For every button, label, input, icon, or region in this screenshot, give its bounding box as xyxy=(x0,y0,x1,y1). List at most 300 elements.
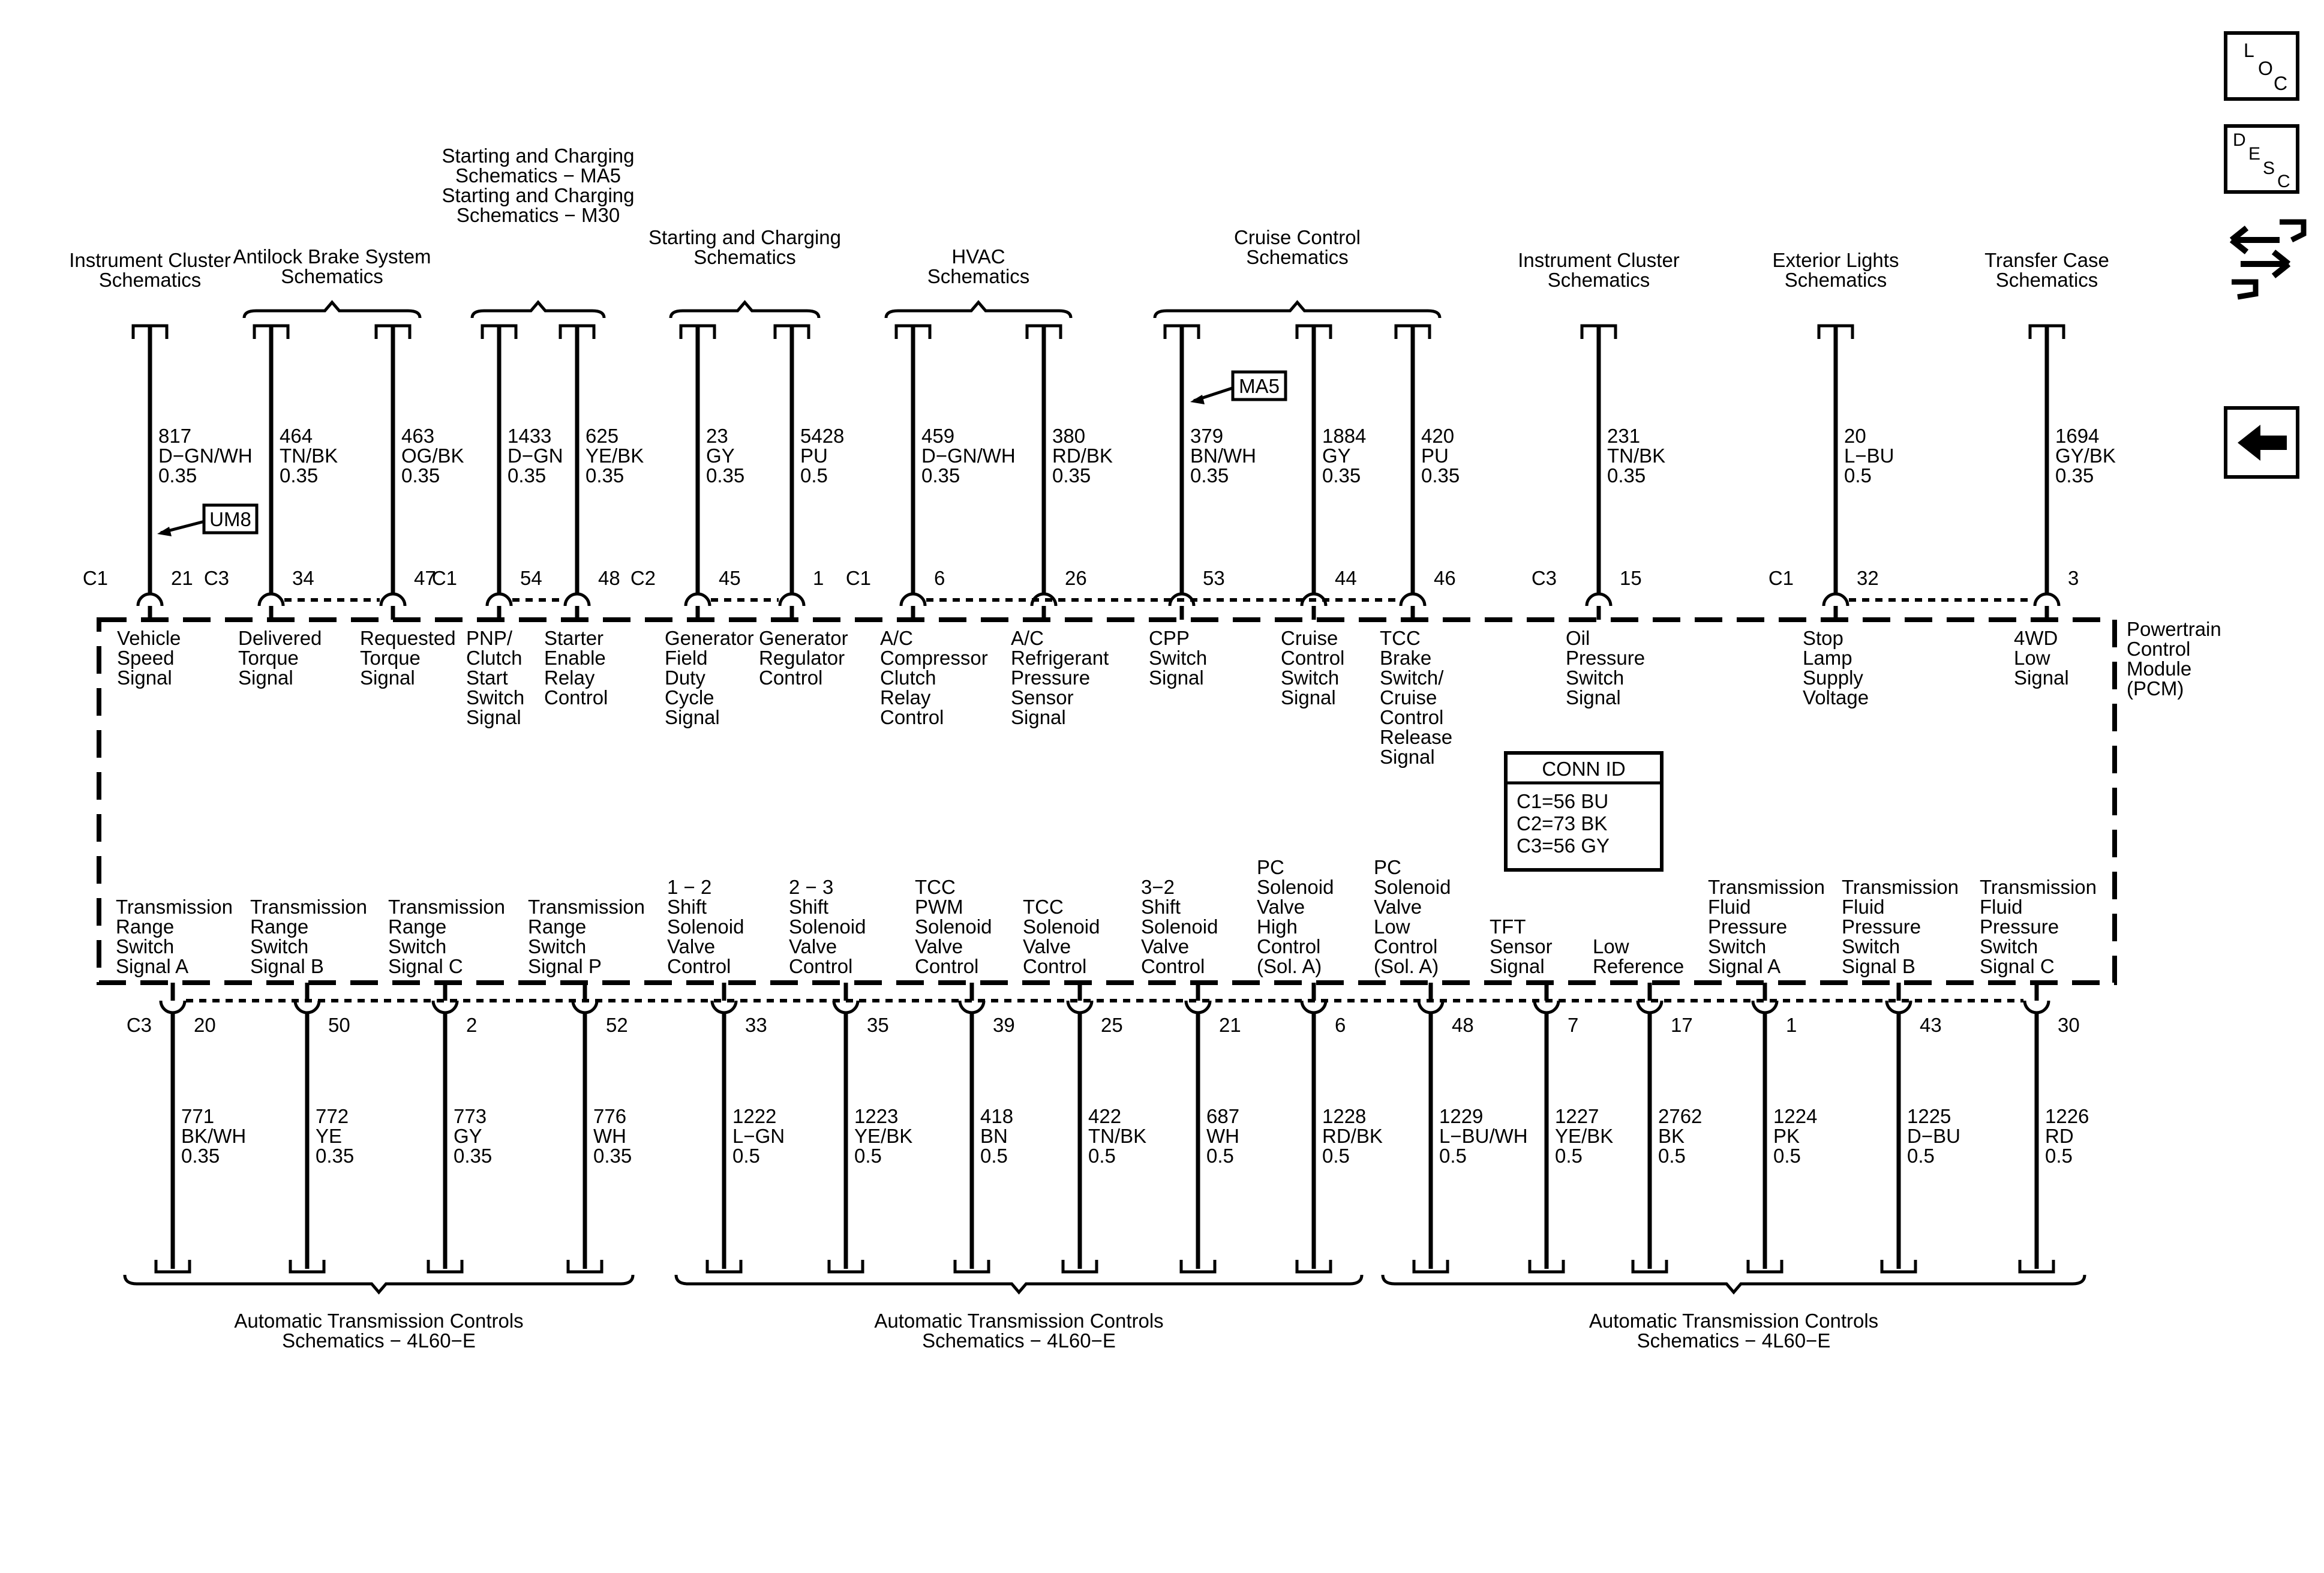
bottom-wire-connector: C3 xyxy=(126,1014,152,1036)
top-wire xyxy=(544,326,644,709)
top-group-title: Schematics xyxy=(281,265,383,287)
bottom-wire-label: 772 xyxy=(316,1105,349,1127)
top-wire-signal: A/C xyxy=(1011,627,1044,649)
bottom-group xyxy=(676,1275,1362,1352)
bottom-wire-label: RD/BK xyxy=(1322,1125,1383,1147)
bottom-wire xyxy=(116,896,246,1272)
bottom-wire-signal: Fluid xyxy=(1842,896,1885,918)
top-wire-label: 0.35 xyxy=(401,464,440,487)
bottom-wire-label: L−GN xyxy=(732,1125,785,1147)
top-wire-signal: Cruise xyxy=(1281,627,1338,649)
bottom-wire-label: WH xyxy=(1206,1125,1239,1147)
bottom-wire-signal: Range xyxy=(528,915,587,938)
bottom-wire-label: PK xyxy=(1773,1125,1800,1147)
connector-tool-icon[interactable] xyxy=(2232,222,2304,297)
bottom-wire-signal: Control xyxy=(915,955,979,977)
bottom-wire-pin: 35 xyxy=(867,1014,889,1036)
conn-id-row-3: C3=56 GY xyxy=(1517,834,1610,857)
bottom-wire-label: 0.5 xyxy=(1658,1145,1686,1167)
bottom-wire-signal: Solenoid xyxy=(667,915,744,938)
bottom-wire-signal: TCC xyxy=(1023,896,1064,918)
top-wire-label: TN/BK xyxy=(280,445,338,467)
bottom-wire-label: 1223 xyxy=(854,1105,899,1127)
bottom-wire xyxy=(1257,856,1383,1272)
bottom-wire xyxy=(250,896,367,1272)
top-wire-signal: Generator xyxy=(759,627,848,649)
bottom-wire-signal: Switch xyxy=(116,935,175,957)
bottom-wire-signal: Valve xyxy=(1374,896,1422,918)
bottom-wire-signal: Control xyxy=(1023,955,1087,977)
top-wire-signal: Sensor xyxy=(1011,686,1074,709)
bottom-wire-signal: Signal P xyxy=(528,955,602,977)
bottom-wire xyxy=(388,896,505,1272)
bottom-wire-signal: Pressure xyxy=(1980,915,2059,938)
top-wire-pin: 26 xyxy=(1065,567,1087,589)
top-wire-label: GY xyxy=(706,445,735,467)
top-wire-signal: Switch/ xyxy=(1380,667,1444,689)
bottom-wire-label: 0.5 xyxy=(2045,1145,2073,1167)
top-wire-signal: 4WD xyxy=(2014,627,2058,649)
top-wire-connector: C1 xyxy=(431,567,457,589)
bottom-wire-signal: Switch xyxy=(250,935,309,957)
bottom-wire-signal: Range xyxy=(388,915,447,938)
bottom-wire-signal: (Sol. A) xyxy=(1257,955,1322,977)
top-wire-connector: C1 xyxy=(845,567,871,589)
top-wire-connector: C3 xyxy=(203,567,229,589)
bottom-wire xyxy=(1980,876,2097,1272)
top-wire-pin: 34 xyxy=(292,567,314,589)
bottom-wire-signal: Switch xyxy=(1842,935,1900,957)
bottom-wire-pin: 39 xyxy=(993,1014,1015,1036)
top-group-title: Exterior Lights xyxy=(1772,249,1899,271)
top-group-title: Cruise Control xyxy=(1234,226,1361,248)
bottom-wire-signal: High xyxy=(1257,915,1298,938)
bottom-wire-signal: Transmission xyxy=(528,896,645,918)
bottom-wire-label: 422 xyxy=(1088,1105,1122,1127)
bottom-wire-signal: PWM xyxy=(915,896,963,918)
bottom-wire-signal: Shift xyxy=(667,896,707,918)
bottom-wire-signal: Low xyxy=(1374,915,1410,938)
top-group-title: Starting and Charging xyxy=(442,184,635,206)
bottom-wire-label: 1225 xyxy=(1907,1105,1951,1127)
top-wire-label: 380 xyxy=(1052,425,1086,447)
top-wire xyxy=(1281,326,1366,709)
top-wire-signal: Vehicle xyxy=(117,627,181,649)
bottom-wire-label: 0.5 xyxy=(854,1145,882,1167)
bottom-wire-label: 1222 xyxy=(732,1105,777,1127)
top-wire-label: 0.35 xyxy=(280,464,319,487)
bottom-wire-pin: 52 xyxy=(606,1014,628,1036)
top-group-title: Schematics xyxy=(1547,269,1650,291)
bottom-wire-signal: Solenoid xyxy=(1257,876,1334,898)
bottom-wire-signal: Signal A xyxy=(1708,955,1781,977)
bottom-wire-signal: Signal B xyxy=(1842,955,1915,977)
bottom-wire-signal: Switch xyxy=(388,935,447,957)
bottom-wire xyxy=(667,876,785,1272)
desc-button[interactable] xyxy=(2226,126,2298,192)
top-wire-signal: Supply xyxy=(1803,667,1863,689)
top-wire-signal: Clutch xyxy=(466,647,523,669)
ma5-label: MA5 xyxy=(1239,375,1280,397)
top-wire-signal: Relay xyxy=(880,686,931,709)
top-wire xyxy=(360,326,464,689)
top-wire-pin: 32 xyxy=(1857,567,1879,589)
bottom-wire-label: YE/BK xyxy=(1555,1125,1614,1147)
bottom-wire-signal: Transmission xyxy=(250,896,367,918)
top-wire-label: 0.35 xyxy=(1607,464,1646,487)
bottom-wire-pin: 1 xyxy=(1786,1014,1797,1036)
bottom-wire-signal: Shift xyxy=(789,896,829,918)
top-wire-pin: 47 xyxy=(414,567,436,589)
bottom-wire-signal: Switch xyxy=(1708,935,1767,957)
top-group-title: Instrument Cluster xyxy=(69,249,231,271)
top-group-title: Transfer Case xyxy=(1984,249,2109,271)
top-wire-signal: Switch xyxy=(1149,647,1208,669)
top-wire-label: 20 xyxy=(1844,425,1866,447)
top-wire-label: 0.35 xyxy=(158,464,197,487)
bottom-wire-signal: 3−2 xyxy=(1141,876,1175,898)
bottom-wire-signal: Solenoid xyxy=(789,915,866,938)
top-wire-signal: Signal xyxy=(1281,686,1336,709)
bottom-wire-signal: Signal B xyxy=(250,955,324,977)
top-wire-signal: Duty xyxy=(665,667,705,689)
svg-text:L: L xyxy=(2244,40,2254,61)
bottom-wire-label: BK/WH xyxy=(181,1125,247,1147)
bottom-wire-label: 0.35 xyxy=(593,1145,632,1167)
bottom-wire-label: 1228 xyxy=(1322,1105,1367,1127)
top-wire-pin: 48 xyxy=(598,567,620,589)
bottom-wire-pin: 25 xyxy=(1101,1014,1123,1036)
bottom-wire-label: 1227 xyxy=(1555,1105,1599,1127)
top-wire-label: RD/BK xyxy=(1052,445,1113,467)
top-wire xyxy=(846,326,1016,728)
top-group-title: Starting and Charging xyxy=(442,145,635,167)
top-wire-signal: Torque xyxy=(360,647,421,669)
bottom-wire-label: BK xyxy=(1658,1125,1685,1147)
top-wire-signal: Low xyxy=(2014,647,2050,669)
conn-id-row-2: C2=73 BK xyxy=(1517,812,1608,834)
bottom-wire-signal: Control xyxy=(1257,935,1321,957)
top-wire-signal: Signal xyxy=(1566,686,1621,709)
bottom-wire-pin: 50 xyxy=(328,1014,350,1036)
top-wire-label: 5428 xyxy=(800,425,845,447)
top-group xyxy=(1518,249,1680,291)
top-group-title: Schematics xyxy=(1995,269,2098,291)
top-wire-signal: Brake xyxy=(1380,647,1432,669)
top-group-title: Instrument Cluster xyxy=(1518,249,1680,271)
bottom-wire-signal: Transmission xyxy=(1708,876,1825,898)
bottom-wire xyxy=(1708,876,1825,1272)
top-wire-signal: Speed xyxy=(117,647,175,669)
bottom-group-title: Automatic Transmission Controls xyxy=(874,1310,1164,1332)
top-group-title: Antilock Brake System xyxy=(233,245,431,268)
bottom-wire-label: 0.5 xyxy=(1773,1145,1801,1167)
bottom-wire-label: 773 xyxy=(454,1105,487,1127)
bottom-wire-label: WH xyxy=(593,1125,626,1147)
top-wire-signal: Lamp xyxy=(1803,647,1852,669)
top-wire-signal: Torque xyxy=(238,647,299,669)
bottom-wire-signal: PC xyxy=(1374,856,1401,878)
bottom-wire xyxy=(789,876,912,1272)
bottom-wire-label: 0.5 xyxy=(1439,1145,1467,1167)
top-wire-signal: Signal xyxy=(117,667,172,689)
bottom-wire-signal: Low xyxy=(1593,935,1629,957)
bottom-wire-label: TN/BK xyxy=(1088,1125,1147,1147)
bottom-group-title: Automatic Transmission Controls xyxy=(234,1310,524,1332)
conn-id-row-1: C1=56 BU xyxy=(1517,790,1609,812)
top-wire-signal: Pressure xyxy=(1566,647,1646,669)
bottom-wire-signal: Signal C xyxy=(388,955,463,977)
bottom-wire-signal: Switch xyxy=(1980,935,2038,957)
top-wire-connector: C1 xyxy=(1768,567,1794,589)
top-wire xyxy=(1011,326,1113,728)
top-group-title: Schematics − M30 xyxy=(456,204,620,226)
bottom-wire-signal: Solenoid xyxy=(915,915,992,938)
top-wire-pin: 1 xyxy=(813,567,824,589)
top-wire-connector: C1 xyxy=(82,567,108,589)
top-wire-signal: Cruise xyxy=(1380,686,1437,709)
bottom-group xyxy=(1383,1275,2085,1352)
bottom-wire-label: L−BU/WH xyxy=(1439,1125,1528,1147)
bottom-wire-signal: Signal C xyxy=(1980,955,2055,977)
top-wire-signal: Start xyxy=(466,667,508,689)
top-wire-connector: C2 xyxy=(630,567,656,589)
top-wire-label: 817 xyxy=(158,425,192,447)
top-wire-label: 0.35 xyxy=(508,464,547,487)
bottom-group xyxy=(125,1275,633,1352)
bottom-wire-label: YE xyxy=(316,1125,343,1147)
top-wire-connector: C3 xyxy=(1531,567,1557,589)
bottom-wire-signal: Control xyxy=(667,955,731,977)
top-wire-signal: Starter xyxy=(544,627,604,649)
ma5-callout xyxy=(1190,372,1286,404)
top-wire-signal: Control xyxy=(880,706,944,728)
top-wire-pin: 45 xyxy=(719,567,741,589)
top-wire-signal: Field xyxy=(665,647,708,669)
top-wire-label: GY/BK xyxy=(2055,445,2116,467)
top-wire-label: 231 xyxy=(1607,425,1641,447)
top-wire-label: YE/BK xyxy=(585,445,644,467)
bottom-wire-label: 771 xyxy=(181,1105,215,1127)
top-group xyxy=(1155,226,1440,318)
bottom-wire-signal: Control xyxy=(789,955,853,977)
bottom-wire xyxy=(528,896,645,1272)
bottom-wire-signal: Valve xyxy=(1257,896,1305,918)
top-wire-pin: 54 xyxy=(520,567,542,589)
top-wire-signal: Control xyxy=(1380,706,1444,728)
top-wire-label: OG/BK xyxy=(401,445,464,467)
bottom-wire-signal: Sensor xyxy=(1490,935,1553,957)
bottom-wire-label: 1226 xyxy=(2045,1105,2089,1127)
top-wire-signal: Stop xyxy=(1803,627,1843,649)
top-wire-label: 379 xyxy=(1190,425,1224,447)
bottom-wire-label: 0.35 xyxy=(454,1145,493,1167)
top-wire-signal: Control xyxy=(544,686,608,709)
top-wire xyxy=(2014,326,2116,689)
bottom-wire-signal: Shift xyxy=(1141,896,1181,918)
top-wire-pin: 15 xyxy=(1620,567,1642,589)
top-wire-signal: Switch xyxy=(466,686,525,709)
top-wire-signal: Regulator xyxy=(759,647,845,669)
bottom-wire-signal: Range xyxy=(116,915,175,938)
bottom-wire-signal: Valve xyxy=(915,935,963,957)
bottom-wire-signal: Signal xyxy=(1490,955,1545,977)
bottom-wire-pin: 17 xyxy=(1671,1014,1693,1036)
top-wire-signal: Signal xyxy=(1011,706,1066,728)
bottom-wire-pin: 2 xyxy=(466,1014,478,1036)
loc-button[interactable] xyxy=(2226,33,2298,99)
top-wire-signal: Signal xyxy=(238,667,293,689)
bottom-wire-signal: 2 − 3 xyxy=(789,876,834,898)
top-wire-signal: A/C xyxy=(880,627,914,649)
back-arrow-button[interactable] xyxy=(2226,408,2298,477)
bottom-wire-signal: Pressure xyxy=(1708,915,1788,938)
top-wire-label: BN/WH xyxy=(1190,445,1256,467)
svg-text:C: C xyxy=(2277,172,2290,191)
top-wire-signal: Signal xyxy=(665,706,720,728)
svg-text:C: C xyxy=(2274,73,2288,94)
bottom-wire-signal: Transmission xyxy=(388,896,505,918)
top-wire-signal: Switch xyxy=(1281,667,1340,689)
top-wire-label: PU xyxy=(800,445,828,467)
bottom-wire-pin: 6 xyxy=(1335,1014,1346,1036)
top-wire-label: 0.35 xyxy=(1052,464,1091,487)
top-wire-label: 625 xyxy=(585,425,619,447)
top-wire-signal: Generator xyxy=(665,627,754,649)
bottom-wire-pin: 20 xyxy=(194,1014,216,1036)
bottom-wire-signal: Fluid xyxy=(1980,896,2023,918)
bottom-wire-signal: Pressure xyxy=(1842,915,1921,938)
bottom-wire-label: 0.5 xyxy=(1322,1145,1350,1167)
top-wire xyxy=(432,326,563,728)
top-wire-signal: Cycle xyxy=(665,686,714,709)
bottom-wire-signal: Fluid xyxy=(1708,896,1751,918)
bottom-wire-label: 0.35 xyxy=(316,1145,355,1167)
bottom-wire-pin: 33 xyxy=(745,1014,767,1036)
bottom-wire-label: 0.5 xyxy=(980,1145,1008,1167)
bottom-wire xyxy=(1842,876,1960,1272)
top-wire xyxy=(630,326,754,728)
bottom-wire-signal: Transmission xyxy=(116,896,233,918)
bottom-wire-signal: Reference xyxy=(1593,955,1685,977)
bottom-wire-signal: 1 − 2 xyxy=(667,876,712,898)
top-wire-label: L−BU xyxy=(1844,445,1894,467)
top-wire-signal: TCC xyxy=(1380,627,1421,649)
top-group xyxy=(233,245,431,318)
top-group xyxy=(1773,249,1899,291)
bottom-group-title: Automatic Transmission Controls xyxy=(1589,1310,1879,1332)
top-wire-label: 1884 xyxy=(1322,425,1367,447)
bottom-wire-signal: Solenoid xyxy=(1023,915,1100,938)
top-wire-label: 0.35 xyxy=(2055,464,2094,487)
pcm-label-3: Module xyxy=(2127,658,2192,680)
top-wire-signal: Signal xyxy=(360,667,415,689)
bottom-wire-signal: Valve xyxy=(1023,935,1071,957)
bottom-wire-signal: Range xyxy=(250,915,309,938)
bottom-wire-signal: Control xyxy=(1141,955,1205,977)
top-group-title: Schematics xyxy=(1784,269,1887,291)
top-wire-label: 0.35 xyxy=(1421,464,1460,487)
top-wire-label: 0.35 xyxy=(921,464,960,487)
top-wire-pin: 53 xyxy=(1203,567,1225,589)
top-wire-label: 420 xyxy=(1421,425,1455,447)
top-wire-pin: 21 xyxy=(171,567,193,589)
top-wire-label: 0.35 xyxy=(706,464,745,487)
bottom-wire-label: D−BU xyxy=(1907,1125,1960,1147)
bottom-wire-signal: Transmission xyxy=(1980,876,2097,898)
bottom-wire xyxy=(1593,935,1702,1272)
top-wire-label: 0.35 xyxy=(1190,464,1229,487)
bottom-wire xyxy=(1141,876,1241,1272)
top-group-title: Schematics xyxy=(98,269,202,291)
bottom-wire xyxy=(1023,896,1146,1272)
top-wire-label: D−GN/WH xyxy=(158,445,253,467)
bottom-wire xyxy=(915,876,1015,1272)
top-wire-label: 0.35 xyxy=(585,464,624,487)
um8-label: UM8 xyxy=(209,508,251,530)
bottom-wire-label: 0.5 xyxy=(1907,1145,1935,1167)
svg-text:S: S xyxy=(2263,158,2275,178)
top-wire-signal: Signal xyxy=(466,706,521,728)
bottom-group-title: Schematics − 4L60−E xyxy=(922,1329,1116,1352)
bottom-wire-signal: Solenoid xyxy=(1141,915,1218,938)
bottom-wire-pin: 30 xyxy=(2058,1014,2080,1036)
top-wire-label: D−GN xyxy=(508,445,563,467)
top-wire-signal: Clutch xyxy=(880,667,936,689)
bottom-wire-label: 0.5 xyxy=(1206,1145,1234,1167)
top-wire-signal: Signal xyxy=(2014,667,2069,689)
top-group-title: HVAC xyxy=(951,245,1005,268)
bottom-wire-pin: 7 xyxy=(1568,1014,1579,1036)
top-wire xyxy=(1380,326,1460,768)
top-wire-label: 1433 xyxy=(508,425,552,447)
svg-text:E: E xyxy=(2248,144,2261,164)
bottom-wire-signal: Control xyxy=(1374,935,1438,957)
conn-id-title: CONN ID xyxy=(1542,758,1626,780)
top-wire-signal: Voltage xyxy=(1803,686,1869,709)
top-wire-signal: Delivered xyxy=(238,627,322,649)
top-wire-label: 23 xyxy=(706,425,728,447)
bottom-wire-signal: Switch xyxy=(528,935,587,957)
pcm-label-1: Powertrain xyxy=(2127,618,2221,640)
top-group-title: Schematics xyxy=(693,246,796,268)
top-wire-signal: Pressure xyxy=(1011,667,1091,689)
bottom-wire-label: 0.35 xyxy=(181,1145,220,1167)
top-wire xyxy=(1532,326,1665,709)
top-wire-label: 0.5 xyxy=(1844,464,1872,487)
top-wire-label: GY xyxy=(1322,445,1351,467)
top-wire-signal: Enable xyxy=(544,647,606,669)
bottom-wire-label: YE/BK xyxy=(854,1125,913,1147)
top-wire xyxy=(1768,326,1894,709)
top-group-title: Starting and Charging xyxy=(648,226,842,248)
bottom-wire-signal: Valve xyxy=(1141,935,1190,957)
top-wire-pin: 6 xyxy=(934,567,945,589)
top-wire-signal: Oil xyxy=(1566,627,1590,649)
top-wire-signal: CPP xyxy=(1149,627,1190,649)
bottom-wire-label: 776 xyxy=(593,1105,627,1127)
top-wire xyxy=(759,326,848,689)
bottom-wire-label: RD xyxy=(2045,1125,2074,1147)
top-wire-signal: Switch xyxy=(1566,667,1625,689)
top-wire-label: PU xyxy=(1421,445,1449,467)
top-wire-signal: PNP/ xyxy=(466,627,513,649)
bottom-wire-label: BN xyxy=(980,1125,1008,1147)
top-wire-label: 463 xyxy=(401,425,435,447)
bottom-wire-signal: Valve xyxy=(789,935,837,957)
pcm-label-2: Control xyxy=(2127,638,2191,660)
top-wire-pin: 44 xyxy=(1335,567,1357,589)
